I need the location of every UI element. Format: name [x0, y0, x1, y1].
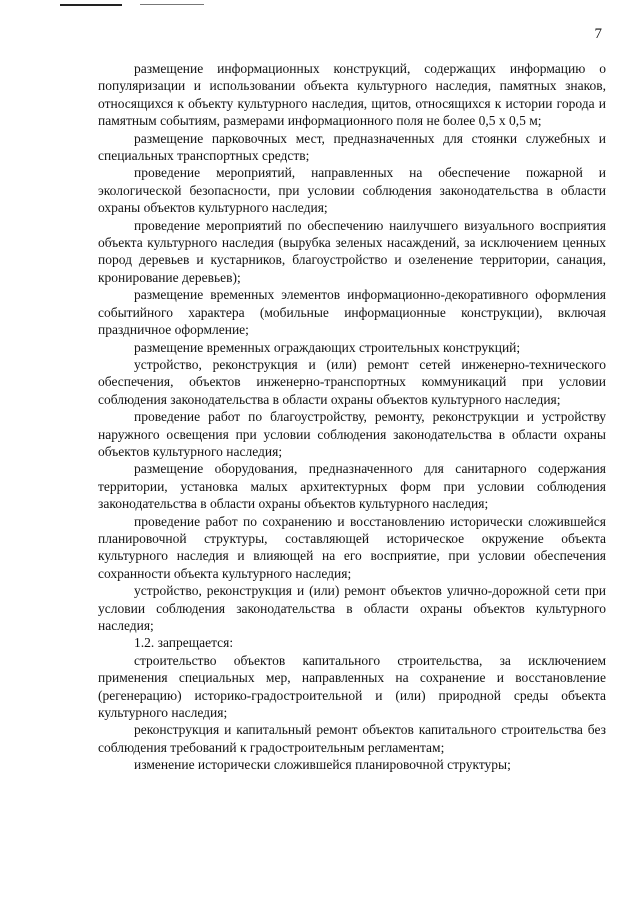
paragraph: устройство, реконструкция и (или) ремонт сетей инженерно-технического обеспечения, объектов инженерно-транспортных коммуникаций при условии соблюдения законодательства в области охраны объектов культурного наследия; — [98, 356, 606, 407]
paragraph: проведение работ по сохранению и восстановлению исторически сложившейся планировочной структуры, составляющей историческое окружение объекта культурного наследия и влияющей на его восприятие, при условии обеспечения сохранности объекта культурного наследия; — [98, 513, 606, 581]
paragraph: размещение временных ограждающих строительных конструкций; — [134, 339, 521, 355]
prohibited-item: изменение исторически сложившейся планировочной структуры; — [134, 757, 511, 773]
paragraph: устройство, реконструкция и (или) ремонт объектов улично-дорожной сети при условии соблюдения законодательства в области охраны объектов культурного наследия; — [98, 583, 606, 633]
prohibited-item: строительство объектов капитального строительства, за исключением применения специальных мер, направленных на сохранение и восстановление (регенерацию) историко-градостроительной и (или) природной среды объекта культурного наследия; — [98, 652, 606, 721]
top-rule-right — [140, 4, 204, 5]
paragraph: размещение информационных конструкций, содержащих информацию о популяризации и использовании объекта культурного наследия, памятных знаков, относящихся к объекту культурного наследия, щитов, относящихся к истории города и памятным событиям, размерами информационного поля не более 0,5 х 0,5 м; — [98, 61, 606, 129]
section-heading: 1.2. запрещается: — [134, 635, 234, 651]
paragraph: проведение мероприятий, направленных на обеспечение пожарной и экологической безопасности, при условии соблюдения законодательства в области охраны объектов культурного наследия; — [98, 165, 606, 216]
paragraph: размещение оборудования, предназначенного для санитарного содержания территории, установка малых архитектурных форм при условии соблюдения законодательства в области охраны объектов культурного наследия; — [98, 461, 606, 512]
page-number: 7 — [594, 26, 602, 42]
paragraph: проведение мероприятий по обеспечению наилучшего визуального восприятия объекта культурного наследия (вырубка зеленых насаждений, за исключением ценных пород деревьев и кустарников, благоустройство и озеленение территории, санация, кронирование деревьев); — [98, 217, 606, 285]
prohibited-item: реконструкция и капитальный ремонт объектов капитального строительства без соблюдения требований к градостроительным регламентам; — [98, 722, 606, 755]
paragraph: размещение парковочных мест, предназначенных для стоянки служебных и специальных транспортных средств; — [98, 130, 606, 164]
paragraph: проведение работ по благоустройству, ремонту, реконструкции и устройству наружного освещения при условии соблюдения законодательства в области охраны объектов культурного наследия; — [98, 409, 606, 459]
top-rule-left — [60, 4, 122, 6]
paragraph: размещение временных элементов информационно-декоративного оформления событийного характера (мобильные информационные конструкции), включая праздничное оформление; — [98, 287, 606, 338]
document-body — [98, 60, 606, 774]
